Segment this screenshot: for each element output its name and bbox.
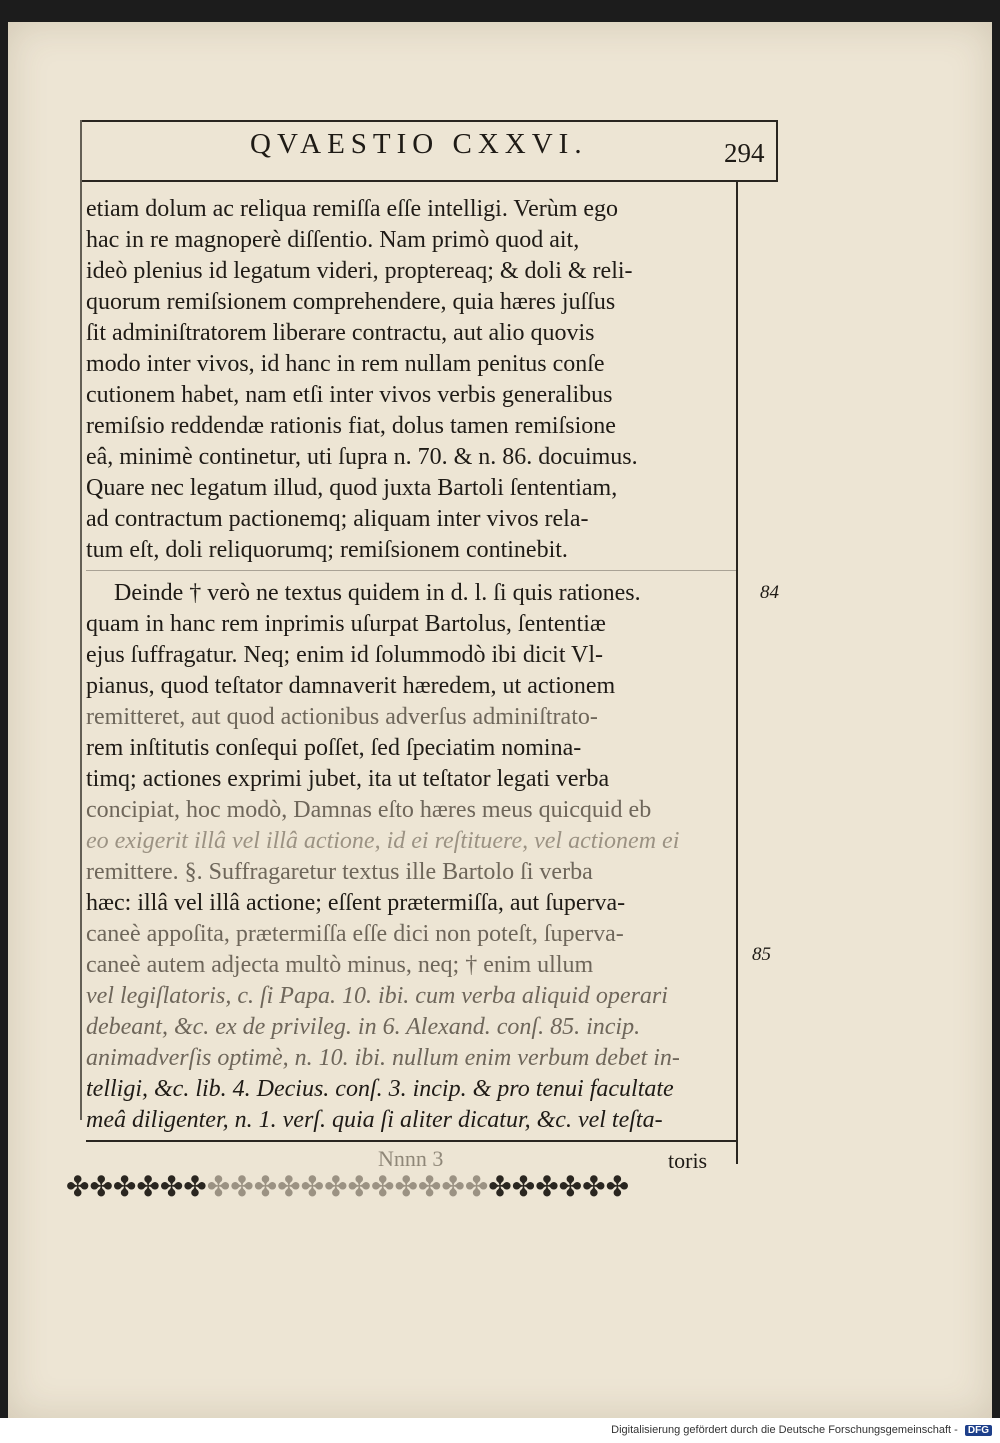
text-line: ejus ſuffragatur. Neq; enim id ſolummodò ibi dicit Vl-	[86, 642, 604, 668]
text-line: concipiat, hoc modò, Damnas eſto hæres meus quicquid eb	[86, 797, 652, 823]
footer-rule	[86, 1140, 736, 1142]
text-line: quorum remiſsionem comprehendere, quia hæres juſſus	[86, 289, 616, 315]
left-frame-rule	[80, 120, 82, 1120]
ornament-border-icon: ✤✤✤✤✤✤✤✤✤✤✤✤✤✤✤✤✤✤✤✤✤✤✤✤	[66, 1172, 630, 1203]
right-outer-rule	[776, 120, 778, 182]
text-line: remitteret, aut quod actionibus adverſus adminiſtrato-	[86, 704, 598, 730]
text-line: hac in re magnoperè diſſentio. Nam primò quod ait,	[86, 227, 580, 253]
text-line: ad contractum pactionemq; aliquam inter vivos rela-	[86, 506, 589, 532]
text-line: ideò plenius id legatum videri, proptereaq; & doli & reli-	[86, 258, 633, 284]
text-line: timq; actiones exprimi jubet, ita ut teſtator legati verba	[86, 766, 610, 792]
running-title: QVAESTIO CXXVI.	[250, 128, 588, 160]
text-end-rule	[86, 570, 736, 571]
text-line: tum eſt, doli reliquorumq; remiſsionem continebit.	[86, 537, 568, 563]
text-line: quam in hanc rem inprimis uſurpat Bartolus, ſententiæ	[86, 611, 606, 637]
text-line: modo inter vivos, id hanc in rem nullam penitus conſe	[86, 351, 605, 377]
right-frame-rule	[736, 182, 738, 1164]
footer-text: Digitalisierung gefördert durch die Deutsche Forschungsgemeinschaft -	[611, 1424, 958, 1436]
text-line: vel legiſlatoris, c. ſi Papa. 10. ibi. cum verba aliquid operari	[86, 983, 668, 1009]
text-line: caneè autem adjecta multò minus, neq; † enim ullum	[86, 952, 594, 978]
paragraph-continuation	[86, 194, 718, 566]
header-top-rule	[82, 120, 776, 122]
text-line: rem inſtitutis conſequi poſſet, ſed ſpeciatim nomina-	[86, 735, 582, 761]
text-line: eâ, minimè continetur, uti ſupra n. 70. & n. 86. docuimus.	[86, 444, 638, 470]
text-line: telligi, &c. lib. 4. Decius. conſ. 3. incip. & pro tenui facultate	[86, 1076, 674, 1102]
text-line: meâ diligenter, n. 1. verſ. quia ſi aliter dicatur, &c. vel teſta-	[86, 1107, 663, 1133]
text-line: Quare nec legatum illud, quod juxta Bartoli ſententiam,	[86, 475, 618, 501]
paragraph-deinde	[86, 578, 718, 1136]
text-line: etiam dolum ac reliqua remiſſa eſſe intelligi. Verùm ego	[86, 196, 619, 222]
text-line: pianus, quod teſtator damnaverit hæredem, ut actionem	[86, 673, 616, 699]
header-bottom-rule	[82, 180, 776, 182]
text-line: animadverſis optimè, n. 10. ibi. nullum enim verbum debet in-	[86, 1045, 680, 1071]
margin-note-number: 84	[760, 582, 779, 603]
text-line: eo exigerit illâ vel illâ actione, id ei reſtituere, vel actionem ei	[86, 828, 680, 854]
text-line: remittere. §. Suffragaretur textus ille Bartolo ſi verba	[86, 859, 593, 885]
text-line: cutionem habet, nam etſi inter vivos verbis generalibus	[86, 382, 613, 408]
text-line: ſit adminiſtratorem liberare contractu, aut alio quovis	[86, 320, 595, 346]
page-number: 294	[724, 138, 765, 168]
text-line: remiſsio reddendæ rationis fiat, dolus tamen remiſsione	[86, 413, 616, 439]
text-line: debeant, &c. ex de privileg. in 6. Alexand. conſ. 85. incip.	[86, 1014, 641, 1040]
text-line: hæc: illâ vel illâ actione; eſſent prætermiſſa, aut ſuperva-	[86, 890, 626, 916]
text-line: caneè appoſita, prætermiſſa eſſe dici non poteſt, ſuperva-	[86, 921, 624, 947]
catchword: toris	[668, 1148, 708, 1173]
margin-note-number: 85	[752, 944, 771, 965]
dfg-logo[interactable]: DFG	[965, 1425, 992, 1436]
signature-mark: Nnnn 3	[378, 1146, 444, 1171]
digitization-footer	[611, 1424, 992, 1436]
text-line: Deinde † verò ne textus quidem in d. l. ſi quis rationes.	[114, 580, 641, 606]
